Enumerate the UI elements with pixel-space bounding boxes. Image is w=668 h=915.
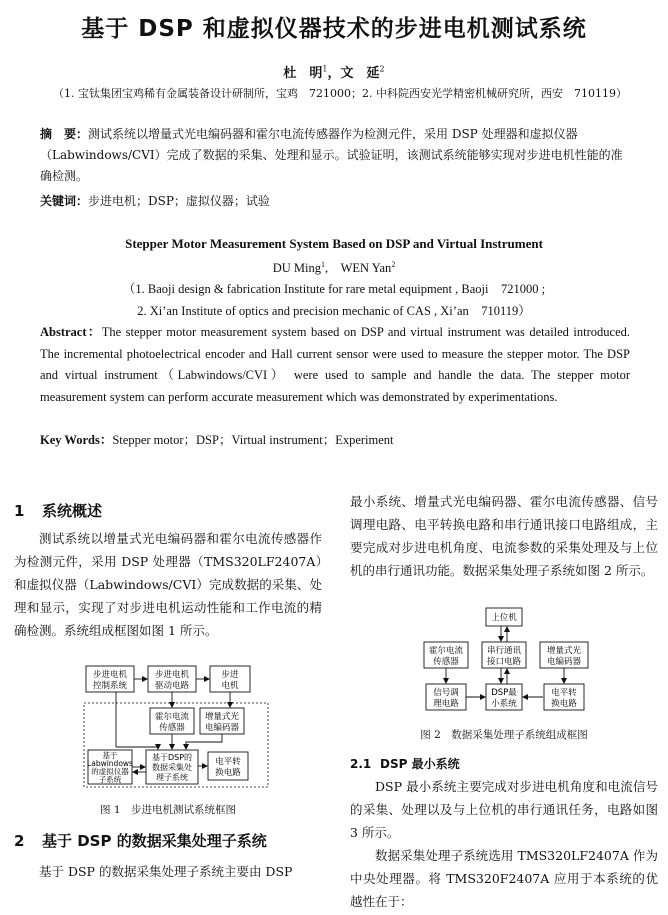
fig1-box-encoder	[200, 708, 244, 734]
fig2-box-level-converter	[544, 684, 584, 710]
svg-text:电编码器: 电编码器	[546, 657, 582, 667]
svg-text:基于DSP的: 基于DSP的	[151, 753, 193, 762]
abstract-cn-text: 测试系统以增量式光电编码器和霍尔电流传感器作为检测元件，采用 DSP 处理器和虚拟仪器（Labwindows/CVI）完成了数据的采集、处理和显示。试验证明，该测试系统能够实现对步进电机性能的准确检测。	[40, 127, 623, 183]
svg-text:步进电机: 步进电机	[92, 670, 128, 680]
svg-text:信号调: 信号调	[433, 688, 459, 698]
fig2-box-host	[486, 608, 522, 626]
figure-1-diagram	[76, 662, 276, 790]
section-2-1-body	[350, 775, 658, 913]
svg-text:串行通讯: 串行通讯	[486, 646, 522, 656]
section-2-paragraph-start: 基于 DSP 的数据采集处理子系统主要由 DSP	[39, 864, 293, 879]
section-1-paragraph: 测试系统以增量式光电编码器和霍尔电流传感器作为检测元件，采用 DSP 处理器（TMS320LF2407A）和虚拟仪器（Labwindows/CVI）完成数据的采集、处理和显示，实现了对步进电机运动性能和工作电流的精确检测。系统组成框图如图 1 所示。	[14, 531, 322, 638]
abstract-en	[40, 322, 630, 408]
section-2-1-title: DSP 最小系统	[380, 757, 460, 771]
author-1: 杜 明	[283, 66, 323, 81]
section-2-heading	[14, 830, 267, 851]
fig1-box-virtual-instrument	[87, 750, 133, 784]
svg-text:增量式光: 增量式光	[204, 712, 240, 722]
fig2-box-signal-conditioning	[426, 684, 466, 710]
english-affiliation-2: 2. Xi’an Institute of optics and precision mechanic of CAS , Xi’an 710119）	[137, 304, 531, 318]
svg-text:换电路: 换电路	[551, 699, 577, 709]
author-1-sup: 1	[322, 64, 328, 74]
svg-text:增量式光: 增量式光	[546, 646, 582, 656]
svg-text:电编码器: 电编码器	[204, 723, 240, 733]
svg-text:换电路: 换电路	[215, 768, 241, 778]
section-1-title: 系统概述	[42, 502, 103, 520]
svg-text:传感器: 传感器	[159, 723, 185, 733]
fig2-box-encoder	[540, 642, 588, 668]
abstract-en-label: Abstract：	[40, 325, 102, 339]
svg-text:驱动电路: 驱动电路	[154, 681, 190, 691]
en-author-2: WEN Yan	[340, 261, 392, 275]
en-author-1-sup: 1	[320, 259, 325, 269]
svg-text:上位机: 上位机	[491, 613, 517, 623]
en-author-1: DU Ming	[272, 261, 321, 275]
authors	[0, 62, 668, 81]
keywords-cn-text: 步进电机；DSP；虚拟仪器；试验	[88, 194, 270, 208]
svg-text:霍尔电流: 霍尔电流	[154, 712, 190, 722]
abstract-cn	[40, 124, 630, 187]
svg-text:Labwindows: Labwindows	[87, 759, 133, 768]
svg-text:小系统: 小系统	[491, 699, 517, 709]
english-title: Stepper Motor Measurement System Based on DSP and Virtual Instrument	[125, 236, 543, 251]
figure-2-caption: 图 2 数据采集处理子系统组成框图	[420, 729, 588, 741]
fig2-box-serial-interface	[482, 642, 526, 668]
en-author-separator: ,	[324, 261, 341, 275]
section-2-body-continued	[350, 490, 658, 582]
svg-text:接口电路: 接口电路	[486, 657, 522, 667]
author-2: 文 延	[340, 66, 380, 81]
figure-1-caption: 图 1 步进电机测试系统框图	[99, 804, 237, 816]
keywords-en-text: Stepper motor；DSP；Virtual instrument；Experiment	[112, 433, 394, 447]
section-1-number: 1	[14, 502, 25, 520]
author-2-sup: 2	[379, 64, 385, 74]
en-author-2-sup: 2	[391, 259, 396, 269]
section-2-title: 基于 DSP 的数据采集处理子系统	[42, 832, 267, 850]
section-2-1-paragraph-2: 数据采集处理子系统选用 TMS320LF2407A 作为中央处理器。将 TMS320F2407A 应用于本系统的优越性在于：	[350, 848, 658, 909]
svg-text:DSP最: DSP最	[491, 688, 517, 698]
figure-2-diagram	[420, 606, 600, 714]
svg-text:传感器: 传感器	[433, 657, 459, 667]
keywords-cn	[40, 192, 270, 209]
svg-text:的虚拟仪器: 的虚拟仪器	[91, 767, 129, 776]
keywords-en	[40, 430, 394, 448]
svg-text:步进电机: 步进电机	[154, 670, 190, 680]
fig1-box-motor-control	[86, 666, 134, 692]
section-2-body-start	[14, 860, 322, 883]
paper-title: 基于 DSP 和虚拟仪器技术的步进电机测试系统	[81, 16, 587, 42]
section-2-number: 2	[14, 832, 25, 850]
svg-text:理电路: 理电路	[433, 699, 459, 709]
svg-text:子系统: 子系统	[98, 775, 122, 784]
svg-text:数据采集处: 数据采集处	[152, 763, 192, 772]
fig1-box-stepper-motor	[210, 666, 250, 692]
section-2-1-number: 2.1	[350, 757, 372, 771]
keywords-cn-label: 关键词：	[40, 194, 89, 208]
svg-text:理子系统: 理子系统	[156, 773, 188, 782]
keywords-en-label: Key Words：	[40, 433, 113, 447]
section-1-heading	[14, 500, 102, 521]
svg-text:电平转: 电平转	[551, 688, 577, 698]
fig2-box-dsp-minimum-system	[486, 684, 522, 710]
affiliation: （1. 宝钛集团宝鸡稀有金属装备设计研制所，宝鸡 721000；2. 中科院西安光学精密机械研究所，西安 710119）	[53, 87, 627, 100]
author-separator: ，	[327, 66, 341, 81]
section-2-1-paragraph-1: DSP 最小系统主要完成对步进电机角度和电流信号的采集、处理以及与上位机的串行通讯任务，电路如图 3 所示。	[350, 779, 658, 840]
english-authors	[0, 258, 668, 276]
abstract-cn-label: 摘 要：	[40, 127, 89, 141]
fig1-box-level-converter	[208, 752, 248, 780]
section-2-1-heading	[350, 755, 460, 772]
abstract-en-text: The stepper motor measurement system based on DSP and virtual instrument was detailed introduced. The incremental photoelectrical encoder and Hall current sensor were used to measure the stepper motor. The DSP and virtual instrument（Labwindows/CVI） were used to sample and handle the data. The stepper motor measurement system can perform accurate measurement which was demonstrated by experimentations.	[40, 325, 631, 404]
svg-text:步进: 步进	[221, 670, 239, 680]
fig1-box-motor-driver	[148, 666, 196, 692]
svg-text:基于: 基于	[102, 751, 118, 760]
fig1-box-hall-sensor	[150, 708, 194, 734]
fig1-box-dsp-subsystem	[146, 750, 198, 784]
section-1-body	[14, 527, 322, 642]
svg-text:电平转: 电平转	[215, 757, 241, 767]
svg-text:控制系统: 控制系统	[92, 681, 128, 691]
english-affiliation-1: （1. Baoji design & fabrication Institute for rare metal equipment , Baoji 721000 ;	[122, 282, 546, 296]
svg-text:霍尔电流: 霍尔电流	[428, 646, 464, 656]
section-2-paragraph-continued: 最小系统、增量式光电编码器、霍尔电流传感器、信号调理电路、电平转换电路和串行通讯接口电路组成，主要完成对步进电机角度、电流参数的采集处理及与上位机的串行通讯功能。数据采集处理子系统如图 2 所示。	[350, 494, 658, 578]
svg-text:电机: 电机	[221, 681, 239, 691]
fig2-box-hall-sensor	[424, 642, 468, 668]
